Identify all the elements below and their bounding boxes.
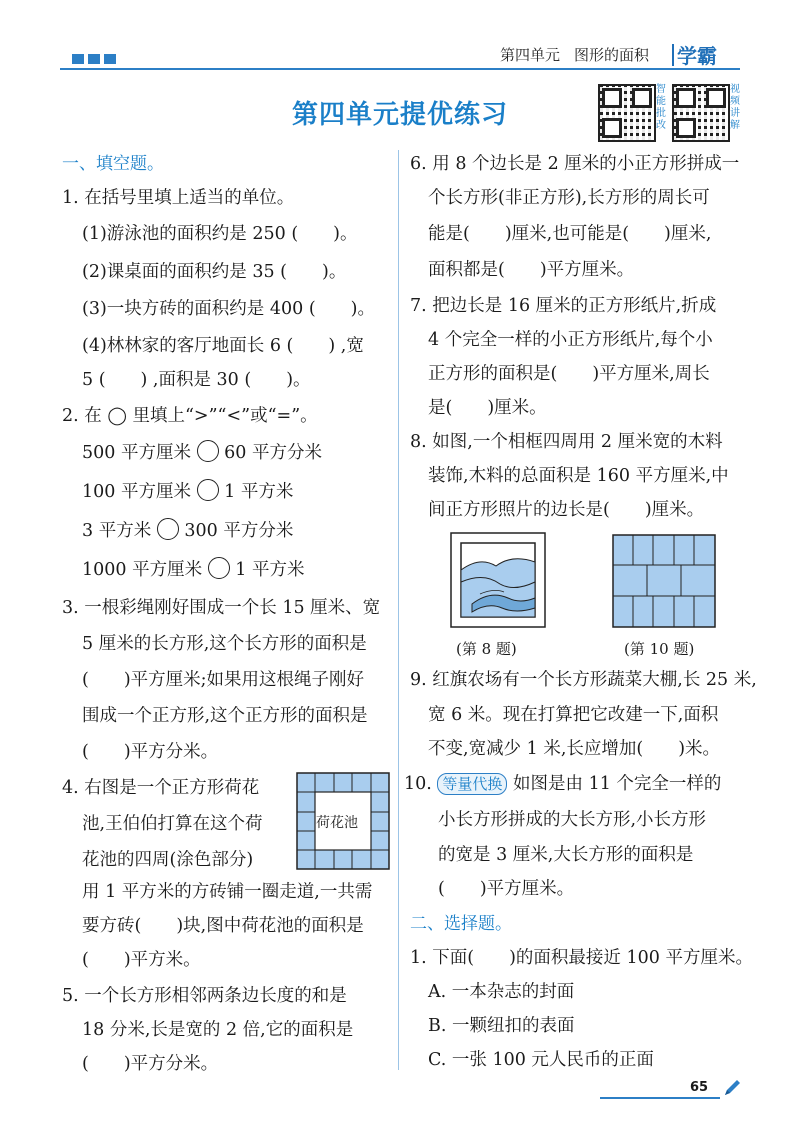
compare-row — [82, 518, 293, 543]
question-3-line: ( )平方分米。 — [82, 742, 219, 762]
question-10-line: ( )平方厘米。 — [438, 879, 575, 899]
choice-1-stem: 1. 下面( )的面积最接近 100 平方厘米。 — [410, 948, 753, 968]
compare-circle[interactable] — [208, 557, 230, 579]
header-topic: 图形的面积 — [574, 46, 650, 64]
section-heading: 一、填空题。 — [62, 154, 164, 174]
question-6-line: 能是( )厘米,也可能是( )厘米, — [428, 224, 712, 244]
question-1-item: 5 ( ) ,面积是 30 ( )。 — [82, 370, 311, 390]
question-4-line: 花池的四周(涂色部分) — [82, 850, 254, 870]
question-9-line: 宽 6 米。现在打算把它改建一下,面积 — [428, 705, 719, 725]
choice-option[interactable]: A. 一本杂志的封面 — [428, 982, 575, 1002]
brand-logo: 学霸 — [677, 44, 717, 68]
qr-code[interactable] — [672, 84, 730, 142]
footer-rule — [600, 1097, 720, 1099]
question-4-line: 4. 右图是一个正方形荷花 — [62, 778, 260, 798]
compare-right: 1 平方米 — [224, 482, 294, 502]
photo-frame-figure — [450, 532, 546, 628]
question-10-line: 的宽是 3 厘米,大长方形的面积是 — [438, 845, 694, 865]
question-10-line — [404, 772, 721, 796]
page-title: 第四单元提优练习 — [291, 100, 508, 130]
question-4-line: 要方砖( )块,图中荷花池的面积是 — [82, 916, 364, 936]
qr-label: 智能批改 — [656, 84, 666, 131]
compare-left: 500 平方厘米 — [82, 443, 191, 463]
question-5-line: 5. 一个长方形相邻两条边长度的和是 — [62, 986, 347, 1006]
question-3-line: 3. 一根彩绳刚好围成一个长 15 厘米、宽 — [62, 598, 381, 618]
question-3-line: 围成一个正方形,这个正方形的面积是 — [82, 706, 368, 726]
qr-label: 视频讲解 — [730, 84, 740, 131]
compare-circle[interactable] — [197, 440, 219, 462]
question-4-line: ( )平方米。 — [82, 950, 201, 970]
question-1-item: (2)课桌面的面积约是 35 ( )。 — [82, 262, 347, 282]
question-4-line: 用 1 平方米的方砖铺一圈走道,一共需 — [82, 882, 373, 902]
question-1-item: (3)一块方砖的面积约是 400 ( )。 — [82, 299, 375, 319]
section-heading: 二、选择题。 — [410, 914, 512, 934]
lotus-pond-label: 荷花池 — [316, 815, 358, 831]
compare-row — [82, 479, 293, 504]
pencil-icon — [722, 1078, 742, 1098]
figure-caption: (第 10 题) — [624, 640, 695, 658]
brand-divider — [672, 44, 674, 66]
question-6-line: 个长方形(非正方形),长方形的周长可 — [428, 188, 710, 208]
header-square — [88, 54, 100, 64]
question-8-line: 8. 如图,一个相框四周用 2 厘米宽的木料 — [410, 432, 723, 452]
equivalent-substitution-tag: 等量代换 — [437, 773, 507, 795]
compare-right: 300 平方分米 — [184, 521, 294, 541]
column-divider — [398, 150, 399, 1070]
rectangles-figure — [612, 534, 716, 628]
qr-code[interactable] — [598, 84, 656, 142]
figure-caption: (第 8 题) — [456, 640, 517, 658]
choice-option[interactable]: C. 一张 100 元人民币的正面 — [428, 1050, 654, 1070]
question-10-number: 10. — [404, 774, 432, 794]
question-7-line: 正方形的面积是( )平方厘米,周长 — [428, 364, 710, 384]
question-1-stem: 1. 在括号里填上适当的单位。 — [62, 188, 295, 208]
question-1-item: (4)林林家的客厅地面长 6 ( ) ,宽 — [82, 336, 364, 356]
question-4-line: 池,王伯伯打算在这个荷 — [82, 814, 263, 834]
question-10-line: 小长方形拼成的大长方形,小长方形 — [438, 810, 707, 830]
header-unit: 第四单元 — [500, 46, 561, 64]
question-2-stem: 2. 在 ◯ 里填上“>”“<”或“=”。 — [62, 406, 318, 426]
question-6-line: 面积都是( )平方厘米。 — [428, 260, 635, 280]
question-8-line: 装饰,木料的总面积是 160 平方厘米,中 — [428, 466, 729, 486]
question-7-line: 4 个完全一样的小正方形纸片,每个小 — [428, 330, 713, 350]
question-7-line: 7. 把边长是 16 厘米的正方形纸片,折成 — [410, 296, 717, 316]
question-10-text: 如图是由 11 个完全一样的 — [513, 774, 722, 794]
compare-circle[interactable] — [157, 518, 179, 540]
compare-left: 3 平方米 — [82, 521, 152, 541]
question-8-line: 间正方形照片的边长是( )厘米。 — [428, 500, 705, 520]
question-3-line: 5 厘米的长方形,这个长方形的面积是 — [82, 634, 367, 654]
question-1-item: (1)游泳池的面积约是 250 ( )。 — [82, 224, 358, 244]
question-9-line: 9. 红旗农场有一个长方形蔬菜大棚,长 25 米, — [410, 670, 757, 690]
compare-row — [82, 557, 304, 582]
compare-left: 100 平方厘米 — [82, 482, 191, 502]
compare-left: 1000 平方厘米 — [82, 560, 203, 580]
header-text — [500, 44, 663, 65]
choice-option[interactable]: B. 一颗纽扣的表面 — [428, 1016, 575, 1036]
header-square — [104, 54, 116, 64]
compare-row — [82, 440, 322, 465]
compare-right: 60 平方分米 — [224, 443, 322, 463]
question-3-line: ( )平方厘米;如果用这根绳子刚好 — [82, 670, 365, 690]
question-7-line: 是( )厘米。 — [428, 398, 547, 418]
question-5-line: ( )平方分米。 — [82, 1054, 219, 1074]
question-6-line: 6. 用 8 个边长是 2 厘米的小正方形拼成一 — [410, 154, 740, 174]
compare-circle[interactable] — [197, 479, 219, 501]
header-rule — [60, 68, 740, 70]
header-square — [72, 54, 84, 64]
question-5-line: 18 分米,长是宽的 2 倍,它的面积是 — [82, 1020, 354, 1040]
question-9-line: 不变,宽减少 1 米,长应增加( )米。 — [428, 739, 721, 759]
page-number: 65 — [690, 1080, 709, 1095]
compare-right: 1 平方米 — [235, 560, 305, 580]
